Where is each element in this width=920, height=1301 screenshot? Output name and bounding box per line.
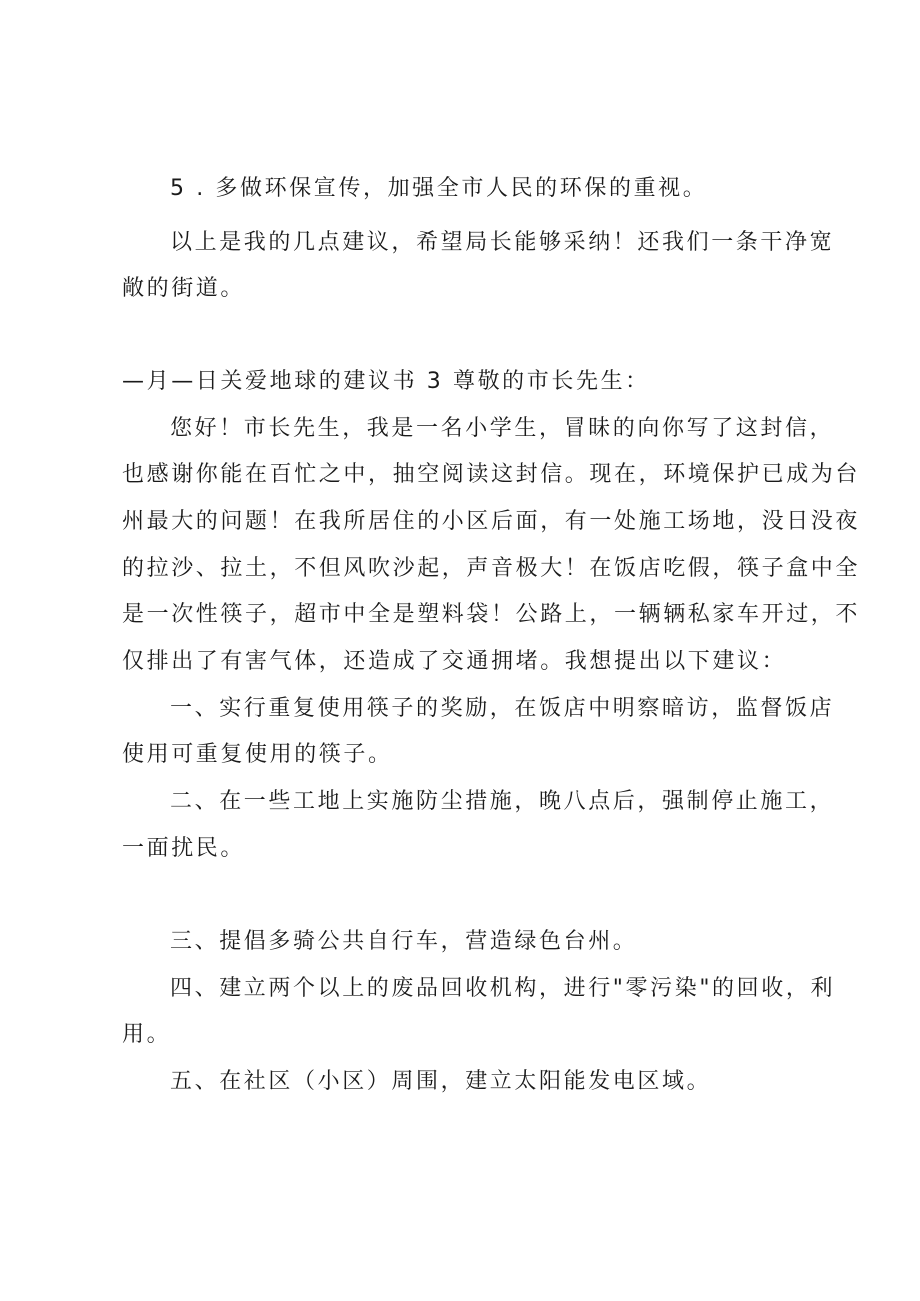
suggestion-three: 三、提倡多骑公共自行车，营造绿色台州。 (170, 929, 638, 954)
suggestion-one-line-1: 一、实行重复使用筷子的奖励，在饭店中明察暗访，监督饭店 (170, 696, 835, 721)
suggestion-two-line-1: 二、在一些工地上实施防尘措施，晚八点后，强制停止施工， (170, 789, 835, 814)
greeting-paragraph-line-3: 州最大的问题！在我所居住的小区后面，有一处施工场地，没日没夜 (122, 509, 861, 534)
suggestion-one-line-2: 使用可重复使用的筷子。 (122, 742, 393, 767)
greeting-paragraph-line-6: 仅排出了有害气体，还造成了交通拥堵。我想提出以下建议： (122, 649, 787, 674)
suggestion-four-line-2: 用。 (122, 1022, 172, 1047)
greeting-paragraph-line-4: 的拉沙、拉土，不但风吹沙起，声音极大！在饭店吃假，筷子盒中全 (122, 556, 861, 581)
greeting-paragraph-line-2: 也感谢你能在百忙之中，抽空阅读这封信。现在，环境保护已成为台 (122, 462, 861, 487)
closing-paragraph-line-1: 以上是我的几点建议，希望局长能够采纳！还我们一条干净宽 (170, 230, 835, 255)
greeting-paragraph-line-5: 是一次性筷子，超市中全是塑料袋！公路上，一辆辆私家车开过，不 (122, 602, 861, 627)
closing-paragraph-line-2: 敞的街道。 (122, 276, 246, 301)
suggestion-5: 5 . 多做环保宣传，加强全市人民的环保的重视。 (170, 176, 708, 201)
greeting-paragraph-line-1: 您好！市长先生，我是一名小学生，冒昧的向你写了这封信， (170, 416, 835, 441)
suggestion-four-line-1: 四、建立两个以上的废品回收机构，进行"零污染"的回收，利 (170, 976, 836, 1001)
letter-heading: —月—日关爱地球的建议书 3 尊敬的市长先生： (122, 369, 650, 394)
suggestion-five: 五、在社区（小区）周围，建立太阳能发电区域。 (170, 1069, 712, 1094)
suggestion-two-line-2: 一面扰民。 (122, 836, 246, 861)
